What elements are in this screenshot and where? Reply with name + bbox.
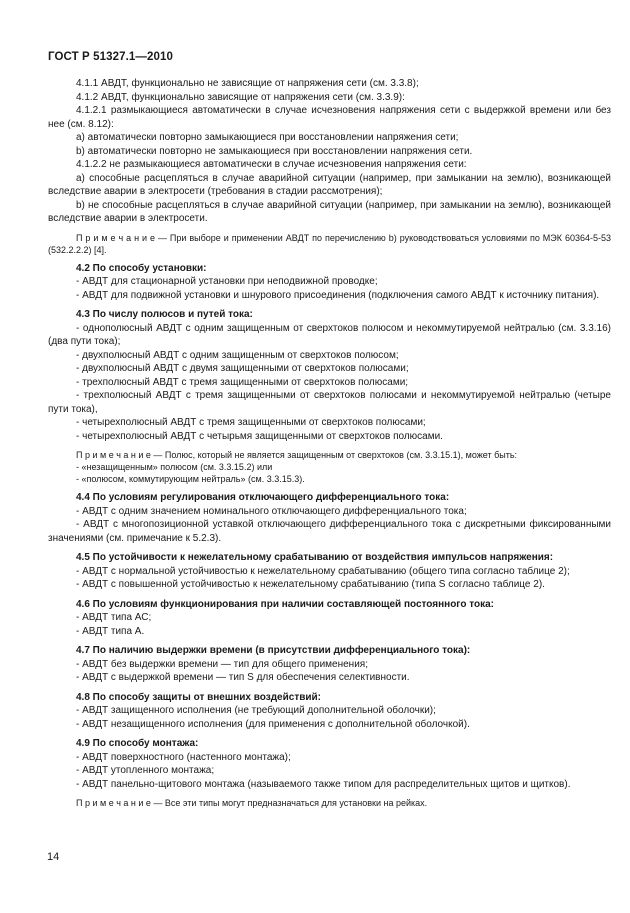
list-item: - АВДТ панельно-щитового монтажа (называемого также типом для распределительных щитов и щитков).: [76, 778, 571, 790]
note-item: - «полюсом, коммутирующим нейтраль» (см. 3.3.15.3).: [76, 474, 305, 484]
paragraph: 4.1.2.2 не размыкающиеся автоматически в случае исчезновения напряжения сети:: [76, 159, 467, 170]
note-label: П р и м е ч а н и е: [76, 232, 155, 243]
paragraph: 4.1.2.1 размыкающиеся автоматически в случае исчезновения напряжения сети с выдержкой времени или без нее (см. 8.12):: [48, 105, 611, 130]
paragraph: a) способные расцепляться в случае аварийной ситуации (например, при замыкании на землю), возникающей вследствие аварии в электросети (требования в стадии рассмотрения);: [48, 172, 611, 197]
list-item: - четырехполюсный АВДТ с четырьмя защищенными от сверхтоков полюсами.: [76, 430, 443, 442]
list-item: - АВДТ с одним значением номинального отключающего дифференциального тока;: [76, 505, 467, 517]
list-item: - АВДТ типа А.: [76, 625, 145, 637]
note: [48, 449, 611, 461]
document-body: [48, 77, 611, 809]
list-item: - четырехполюсный АВДТ с тремя защищенными от сверхтоков полюсами;: [76, 417, 426, 428]
page-number: 14: [47, 851, 60, 863]
section-heading: 4.4 По условиям регулирования отключающего дифференциального тока:: [76, 492, 450, 503]
paragraph: a) автоматически повторно замыкающиеся при восстановлении напряжения сети;: [76, 132, 459, 143]
section-heading: 4.5 По устойчивости к нежелательному срабатыванию от воздействия импульсов напряжения:: [76, 552, 554, 563]
list-item: - АВДТ с многопозиционной уставкой отключающего дифференциального тока с дискретными фиксированными значениями (см. примечание к 5.2.3).: [48, 519, 611, 544]
section-heading: 4.3 По числу полюсов и путей тока:: [76, 309, 253, 320]
list-item: - АВДТ для подвижной установки и шнурового присоединения (подключения самого АВДТ к источнику питания).: [76, 289, 600, 301]
list-item: - однополюсный АВДТ с одним защищенным от сверхтоков полюсом и некоммутируемой нейтралью (см. 3.3.16) (два пути тока);: [48, 322, 611, 347]
note-text: — Полюс, который не является защищенным от сверхтоков (см. 3.3.15.1), может быть:: [150, 450, 518, 460]
document-header: ГОСТ Р 51327.1—2010: [48, 51, 173, 63]
paragraph: 4.1.1 АВДТ, функционально не зависящие от напряжения сети (см. 3.3.8);: [76, 78, 419, 89]
list-item: - АВДТ с нормальной устойчивостью к нежелательному срабатыванию (общего типа согласно таблице 2);: [76, 565, 570, 577]
section-heading: 4.9 По способу монтажа:: [76, 738, 199, 749]
note-label: П р и м е ч а н и е: [76, 798, 151, 808]
list-item: - АВДТ типа АС;: [76, 612, 152, 623]
list-item: - трехполюсный АВДТ с тремя защищенными от сверхтоков полюсами и некоммутируемой нейтралью (четыре пути тока),: [48, 390, 611, 415]
list-item: - АВДТ поверхностного (настенного монтажа);: [76, 751, 291, 763]
list-item: - двухполюсный АВДТ с двумя защищенными от сверхтоков полюсами;: [76, 363, 409, 374]
note-text: — При выборе и применении АВДТ по перечислению b) руководствоваться условиями по МЭК 60364-5-53 (532.2.2.2) [4].: [48, 232, 611, 255]
list-item: - двухполюсный АВДТ с одним защищенным от сверхтоков полюсом;: [76, 349, 399, 361]
list-item: - АВДТ для стационарной установки при неподвижной проводке;: [76, 276, 378, 287]
note-label: П р и м е ч а н и е: [76, 450, 151, 460]
section-heading: 4.2 По способу установки:: [76, 262, 207, 274]
paragraph: 4.1.2 АВДТ, функционально зависящие от напряжения сети (см. 3.3.9):: [76, 91, 405, 103]
list-item: - АВДТ незащищенного исполнения (для применения с дополнительной оболочкой).: [76, 718, 470, 730]
list-item: - АВДТ с выдержкой времени — тип S для обеспечения селективности.: [76, 672, 410, 683]
note: [48, 232, 611, 256]
list-item: - АВДТ защищенного исполнения (не требующий дополнительной оболочки);: [76, 705, 436, 716]
list-item: - АВДТ с повышенной устойчивостью к нежелательному срабатыванию (типа S согласно таблице 2).: [76, 579, 545, 590]
paragraph: b) автоматически повторно не замыкающиеся при восстановлении напряжения сети.: [76, 145, 473, 157]
note-item: - «незащищенным» полюсом (см. 3.3.15.2) или: [76, 462, 273, 472]
section-heading: 4.7 По наличию выдержки времени (в присутствии дифференциального тока):: [76, 645, 471, 656]
paragraph: b) не способные расцепляться в случае аварийной ситуации (например, при замыкании на землю), возникающей вследствие аварии в электросети.: [48, 199, 611, 224]
list-item: - АВДТ утопленного монтажа;: [76, 765, 215, 776]
list-item: - трехполюсный АВДТ с тремя защищенными от сверхтоков полюсами;: [76, 376, 409, 388]
list-item: - АВДТ без выдержки времени — тип для общего применения;: [76, 658, 368, 670]
section-heading: 4.6 По условиям функционирования при наличии составляющей постоянного тока:: [76, 598, 494, 610]
note-text: — Все эти типы могут предназначаться для установки на рейках.: [150, 798, 428, 808]
section-heading: 4.8 По способу защиты от внешних воздействий:: [76, 691, 321, 703]
note: [48, 797, 611, 809]
